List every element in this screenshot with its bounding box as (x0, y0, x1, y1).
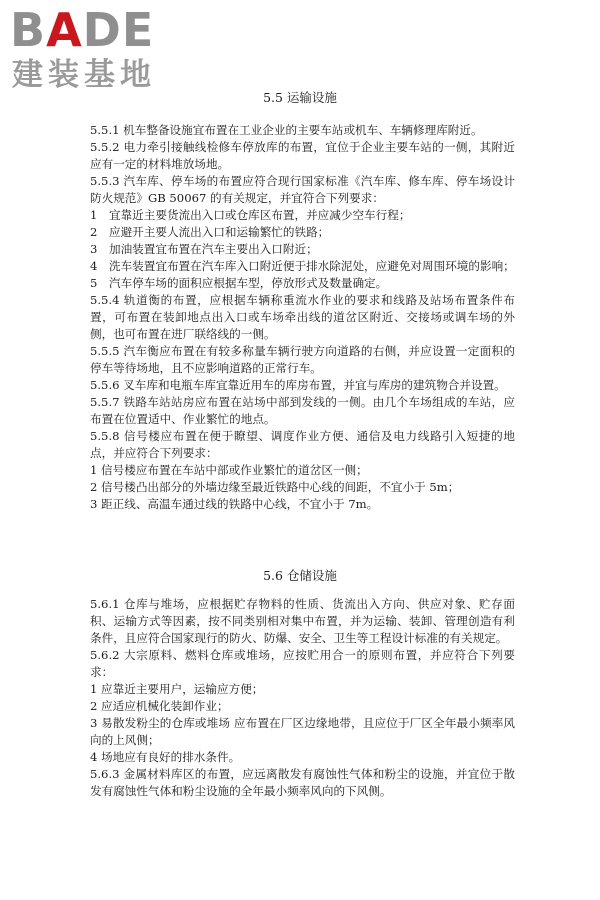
list-item: 2 应避开主要人流出入口和运输繁忙的铁路； (90, 225, 330, 239)
clause-5-5-2: 5.5.2 电力牵引接触线检修车停放库的布置，宜位于企业主要车站的一侧，其附近应有一定的材料堆放场地。 (90, 140, 515, 171)
clause-5-6-2: 5.6.2 大宗原料、燃料仓库或堆场，应按贮用合一的原则布置，并应符合下列要求： (90, 648, 515, 679)
logo-accent-letter: A (46, 3, 83, 57)
list-item: 1 宜靠近主要货流出入口或仓库区布置，并应减少空车行程； (90, 208, 411, 222)
section-5-6-body (90, 596, 515, 800)
list-item: 5 汽车停车场的面积应根据车型，停放形式及数量确定。 (90, 276, 388, 290)
clause-5-5-4: 5.5.4 轨道衡的布置，应根据车辆称重流水作业的要求和线路及站场布置条件布置，可布置在装卸地点出入口或车场牵出线的道岔区附近、交接场或调车场的外侧，也可布置在进厂联络线的一侧。 (90, 293, 515, 341)
clause-5-5-5: 5.5.5 汽车衡应布置在有较多称量车辆行驶方向道路的右侧，并应设置一定面积的停车等待场地，且不应影响道路的正常行车。 (90, 344, 515, 375)
list-item: 4 场地应有良好的排水条件。 (90, 750, 241, 764)
section-5-5-body (90, 122, 515, 513)
list-item: 3 距正线、高温车通过线的铁路中心线，不宜小于 7m。 (90, 497, 379, 511)
brand-logo (10, 4, 180, 96)
clause-5-5-3: 5.5.3 汽车库、停车场的布置应符合现行国家标准《汽车库、修车库、停车场设计防火规范》GB 50067 的有关规定，并宜符合下列要求： (90, 174, 515, 205)
clause-5-5-7: 5.5.7 铁路车站站房应布置在站场中部到发线的一侧。由几个车场组成的车站，应布置在位置适中、作业繁忙的地点。 (90, 395, 515, 426)
list-item: 2 应适应机械化装卸作业； (90, 699, 229, 713)
list-item: 3 加油装置宜布置在汽车主要出入口附近； (90, 242, 318, 256)
list-item: 4 洗车装置宜布置在汽车库入口附近便于排水除泥处，应避免对周围环境的影响； (90, 259, 515, 273)
clause-5-5-6: 5.5.6 叉车库和电瓶车库宜靠近用车的库房布置，并宜与库房的建筑物合并设置。 (90, 378, 506, 392)
section-title-5-5: 5.5 运输设施 (263, 90, 337, 105)
clause-5-6-3: 5.6.3 金属材料库区的布置，应远离散发有腐蚀性气体和粉尘的设施，并宜位于散发有腐蚀性气体和粉尘设施的全年最小频率风向的下风侧。 (90, 767, 515, 798)
section-title-5-6: 5.6 仓储设施 (263, 568, 337, 583)
logo-subtitle: 建装基地 (12, 57, 156, 93)
list-item: 2 信号楼凸出部分的外墙边缘至最近铁路中心线的间距，不宜小于 5m； (90, 480, 460, 494)
clause-5-6-1: 5.6.1 仓库与堆场，应根据贮存物料的性质、货流出入方向、供应对象、贮存面积、运输方式等因素，按不同类别相对集中布置，并为运输、装卸、管理创造有利条件，且应符合国家现行的防火、防爆、安全、卫生等工程设计标准的有关规定。 (90, 597, 515, 645)
clause-5-5-1: 5.5.1 机车整备设施宜布置在工业企业的主要车站或机车、车辆修理库附近。 (90, 123, 483, 137)
list-item: 3 易散发粉尘的仓库或堆场 应布置在厂区边缘地带，且应位于厂区全年最小频率风向的上风侧； (90, 716, 515, 747)
logo-wordmark: BADE (10, 3, 155, 57)
list-item: 1 信号楼应布置在车站中部或作业繁忙的道岔区一侧； (90, 463, 368, 477)
list-item: 1 应靠近主要用户，运输应方便； (90, 682, 264, 696)
clause-5-5-8: 5.5.8 信号楼应布置在便于瞭望、调度作业方便、通信及电力线路引入短捷的地点，并应符合下列要求： (90, 429, 515, 460)
